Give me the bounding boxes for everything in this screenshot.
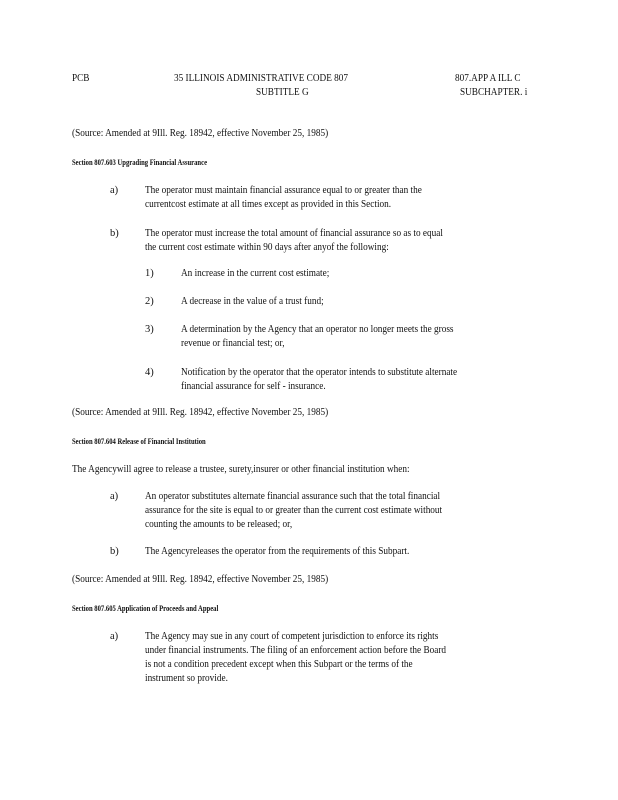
- subsection-label-a: a): [110, 491, 119, 502]
- text-line: under financial instruments. The filing of an enforcement action before the Board: [145, 645, 447, 656]
- text-line: An operator substitutes alternate financial assurance such that the total financial: [145, 491, 441, 502]
- item-label: 2): [145, 296, 154, 307]
- subsection-605-a: [145, 630, 487, 686]
- text-line: financial assurance for self - insurance.: [181, 381, 326, 392]
- section-604-intro: The Agencywill agree to release a trustee, surety,insurer or other financial institution when:: [72, 464, 410, 475]
- text-line: Notification by the operator that the operator intends to substitute alternate: [181, 367, 458, 378]
- subsection-603-b: [145, 227, 484, 255]
- item-label: 3): [145, 324, 154, 335]
- text-line: counting the amounts to be released; or,: [145, 519, 293, 530]
- text-line: An increase in the current cost estimate;: [181, 268, 330, 279]
- header-center-line2: SUBTITLE G: [256, 87, 309, 98]
- text-line: The Agency may sue in any court of competent jurisdiction to enforce its rights: [145, 631, 439, 642]
- header-right-line1: 807.APP A ILL C: [455, 73, 521, 84]
- section-heading-603: Section 807.603 Upgrading Financial Assurance: [72, 157, 208, 167]
- text-line: The Agencyreleases the operator from the requirements of this Subpart.: [145, 546, 410, 557]
- section-heading-604: Section 807.604 Release of Financial Institution: [72, 436, 206, 446]
- subsection-label-a: a): [110, 631, 119, 642]
- text-line: currentcost estimate at all times except as provided in this Section.: [145, 199, 392, 210]
- section-heading-605: Section 807.605 Application of Proceeds and Appeal: [72, 603, 219, 613]
- text-line: A determination by the Agency that an operator no longer meets the gross: [181, 324, 454, 335]
- text-line: revenue or financial test; or,: [181, 338, 285, 349]
- subsection-label-b: b): [110, 546, 119, 557]
- list-item-2: [181, 295, 343, 309]
- subsection-604-a: [145, 490, 483, 532]
- subsection-label-a: a): [110, 185, 119, 196]
- source-note: (Source: Amended at 9Ill. Reg. 18942, effective November 25, 1985): [72, 407, 329, 418]
- list-item-3: [181, 323, 491, 351]
- item-label: 1): [145, 268, 154, 279]
- subsection-604-b: [145, 545, 445, 559]
- source-note: (Source: Amended at 9Ill. Reg. 18942, effective November 25, 1985): [72, 574, 329, 585]
- header-center-line1: 35 ILLINOIS ADMINISTRATIVE CODE 807: [174, 73, 349, 84]
- text-line: The operator must increase the total amount of financial assurance so as to equal: [145, 228, 443, 239]
- list-item-4: [181, 366, 495, 394]
- text-line: assurance for the site is equal to or greater than the current cost estimate without: [145, 505, 443, 516]
- list-item-1: [181, 267, 350, 281]
- text-line: the current cost estimate within 90 days after anyof the following:: [145, 242, 389, 253]
- header-right-line2: SUBCHAPTER. i: [460, 87, 528, 98]
- text-line: A decrease in the value of a trust fund;: [181, 296, 324, 307]
- item-label: 4): [145, 367, 154, 378]
- source-note: (Source: Amended at 9Ill. Reg. 18942, effective November 25, 1985): [72, 128, 329, 139]
- text-line: The operator must maintain financial assurance equal to or greater than the: [145, 185, 422, 196]
- subsection-603-a: [145, 184, 460, 212]
- text-line: instrument so provide.: [145, 673, 228, 684]
- header-left: PCB: [72, 73, 90, 84]
- subsection-label-b: b): [110, 228, 119, 239]
- text-line: is not a condition precedent except when this Subpart or the terms of the: [145, 659, 413, 670]
